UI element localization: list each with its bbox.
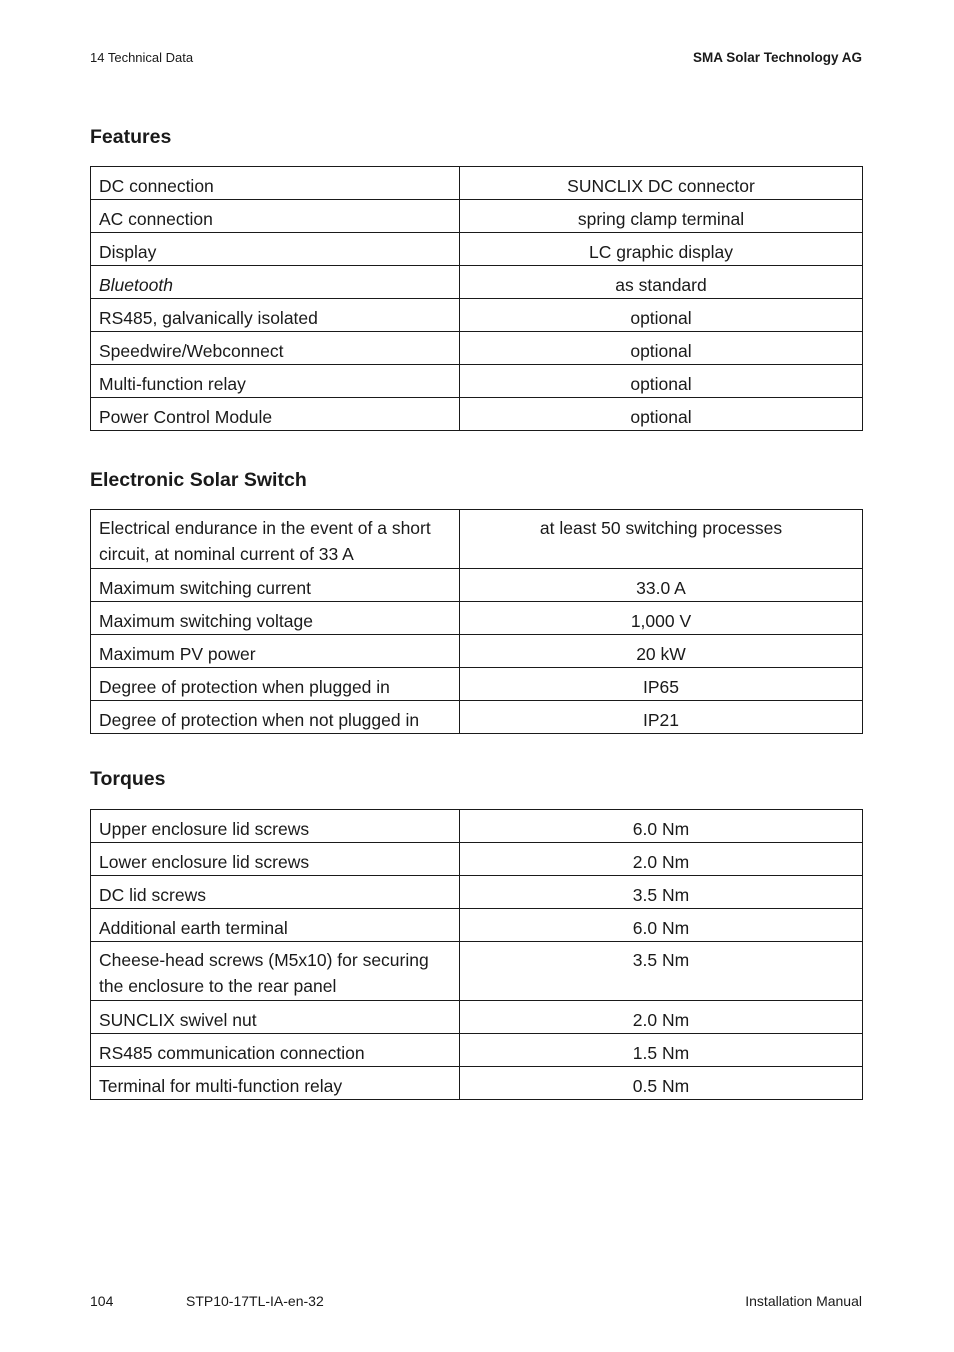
row-value: 3.5 Nm — [460, 942, 863, 1001]
header-section: 14 Technical Data — [90, 50, 194, 65]
torques-title: Torques — [90, 768, 166, 790]
row-label: Terminal for multi-function relay — [91, 1067, 460, 1100]
features-table — [90, 166, 863, 431]
row-label: Cheese-head screws (M5x10) for securing the enclosure to the rear panel — [91, 942, 460, 1001]
row-label: RS485, galvanically isolated — [91, 299, 460, 332]
table-row — [91, 365, 863, 398]
row-label: Lower enclosure lid screws — [91, 843, 460, 876]
table-row — [91, 1034, 863, 1067]
table-row — [91, 1001, 863, 1034]
row-value: 0.5 Nm — [460, 1067, 863, 1100]
table-row — [91, 810, 863, 843]
table-row — [91, 876, 863, 909]
table-row — [91, 299, 863, 332]
table-row — [91, 332, 863, 365]
table-row — [91, 1067, 863, 1100]
row-label: Display — [91, 233, 460, 266]
document-id: STP10-17TL-IA-en-32 — [186, 1293, 324, 1309]
row-label: Maximum PV power — [91, 635, 460, 668]
table-row — [91, 569, 863, 602]
table-row — [91, 167, 863, 200]
row-value: IP65 — [460, 668, 863, 701]
table-row — [91, 668, 863, 701]
row-value: spring clamp terminal — [460, 200, 863, 233]
row-label: Degree of protection when plugged in — [91, 668, 460, 701]
table-row — [91, 602, 863, 635]
row-value: 1,000 V — [460, 602, 863, 635]
table-row — [91, 843, 863, 876]
row-value: 20 kW — [460, 635, 863, 668]
table-row — [91, 701, 863, 734]
row-label: Upper enclosure lid screws — [91, 810, 460, 843]
row-value: 1.5 Nm — [460, 1034, 863, 1067]
row-value: optional — [460, 365, 863, 398]
ess-title: Electronic Solar Switch — [90, 469, 307, 491]
row-value: LC graphic display — [460, 233, 863, 266]
row-value: optional — [460, 398, 863, 431]
row-value: 33.0 A — [460, 569, 863, 602]
row-value: as standard — [460, 266, 863, 299]
header-company: SMA Solar Technology AG — [692, 50, 862, 65]
row-value: SUNCLIX DC connector — [460, 167, 863, 200]
features-title: Features — [90, 126, 172, 148]
row-value: 3.5 Nm — [460, 876, 863, 909]
table-row — [91, 200, 863, 233]
row-value: at least 50 switching processes — [460, 510, 863, 569]
row-value: IP21 — [460, 701, 863, 734]
row-label: Speedwire/Webconnect — [91, 332, 460, 365]
row-label: Degree of protection when not plugged in — [91, 701, 460, 734]
table-row — [91, 909, 863, 942]
table-row — [91, 233, 863, 266]
row-label: SUNCLIX swivel nut — [91, 1001, 460, 1034]
row-value: 6.0 Nm — [460, 909, 863, 942]
row-label: DC connection — [91, 167, 460, 200]
document-type: Installation Manual — [745, 1293, 862, 1309]
row-label: Electrical endurance in the event of a short circuit, at nominal current of 33 A — [91, 510, 460, 569]
ess-table — [90, 509, 863, 734]
table-row — [91, 942, 863, 1001]
page-number: 104 — [90, 1293, 114, 1309]
row-value: 2.0 Nm — [460, 1001, 863, 1034]
row-label: AC connection — [91, 200, 460, 233]
row-label: Power Control Module — [91, 398, 460, 431]
row-value: 6.0 Nm — [460, 810, 863, 843]
row-label: RS485 communication connection — [91, 1034, 460, 1067]
row-value: optional — [460, 332, 863, 365]
row-label: Maximum switching current — [91, 569, 460, 602]
row-label: Additional earth terminal — [91, 909, 460, 942]
row-label: Bluetooth — [91, 266, 460, 299]
table-row — [91, 398, 863, 431]
row-label: Multi-function relay — [91, 365, 460, 398]
table-row — [91, 510, 863, 569]
row-value: optional — [460, 299, 863, 332]
torques-table — [90, 809, 863, 1100]
row-value: 2.0 Nm — [460, 843, 863, 876]
row-label: Maximum switching voltage — [91, 602, 460, 635]
table-row — [91, 635, 863, 668]
table-row — [91, 266, 863, 299]
row-label: DC lid screws — [91, 876, 460, 909]
